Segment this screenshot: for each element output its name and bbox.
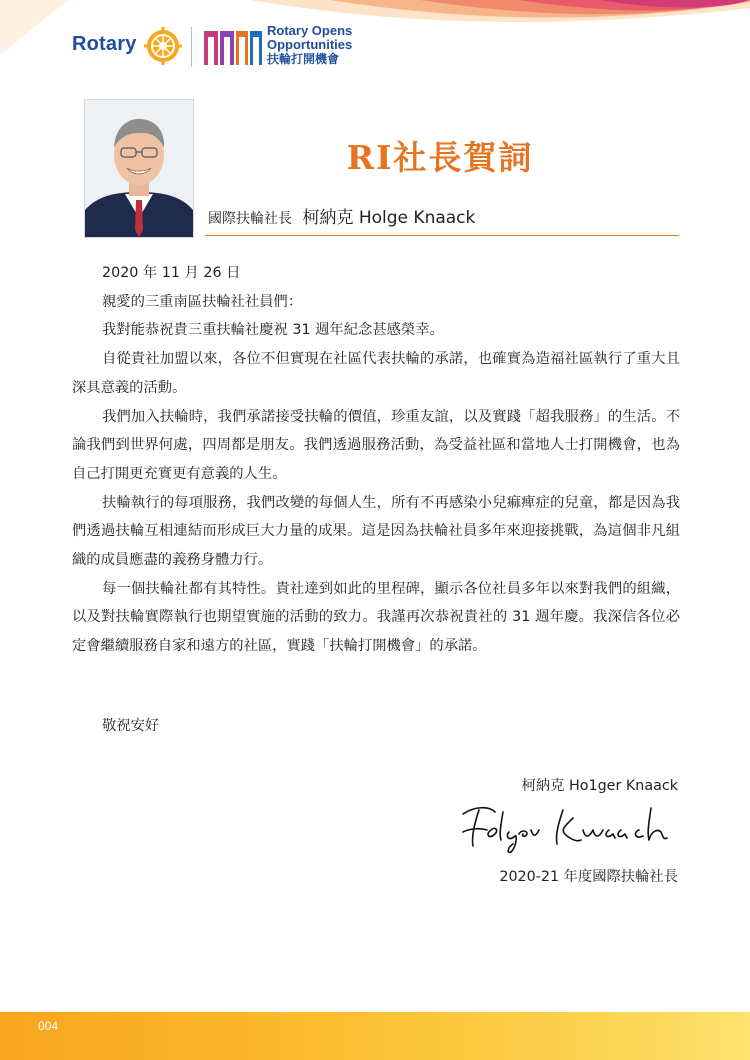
tagline-line-1: Rotary Opens: [267, 23, 353, 38]
page-title: RI社長賀詞: [346, 138, 534, 177]
letter-date: 2020 年 11 月 26 日: [102, 265, 241, 281]
opportunity-doors-icon: [204, 27, 262, 67]
rotary-logo-text: Rotary: [72, 33, 137, 55]
letter-paragraph: 扶輪執行的每項服務，我們改變的每個人生，所有不再感染小兒痲痺症的兒童，都是因為我們透過扶輪互相連結而形成巨大力量的成果。這是因為扶輪社員多年來迎接挑戰，為這個非凡組織的成員應盡的義務身體力行。: [72, 494, 680, 569]
logo-divider: [191, 27, 192, 67]
logo-tagline: [267, 24, 352, 66]
page-number: 004: [38, 1019, 59, 1033]
letter-paragraph: 自從貴社加盟以來，各位不但實現在社區代表扶輪的承諾，也確實為造福社區執行了重大且深具意義的活動。: [72, 351, 680, 396]
letter-paragraph: 我們加入扶輪時，我們承諾接受扶輪的價值，珍重友誼，以及實踐「超我服務」的生活。不論我們到世界何處，四周都是朋友。我們透過服務活動，為受益社區和當地人士打開機會，也為自己打開更充實更有意義的人生。: [72, 408, 680, 482]
title-rule: [205, 235, 679, 236]
handwritten-signature: [455, 800, 680, 855]
rotary-wheel-icon: [143, 26, 183, 66]
subtitle-name: 柯納克 Holge Knaack: [302, 208, 476, 228]
subtitle: [208, 203, 475, 228]
subtitle-role: 國際扶輪社長: [208, 211, 292, 227]
letter-paragraph: 我對能恭祝貴三重扶輪社慶祝 31 週年紀念甚感榮幸。: [102, 322, 444, 339]
president-portrait: [84, 99, 194, 238]
letter-body: [72, 259, 680, 661]
tagline-line-2: Opportunities: [267, 37, 353, 52]
signature-name: 柯納克 Ho1ger Knaack: [521, 778, 678, 794]
letter-paragraph: 每一個扶輪社都有其特性。貴社達到如此的里程碑，顯示各位社員多年以來對我們的組織，以及對扶輪實際執行也期望實施的活動的致力。我謹再次恭祝貴社的 31 週年慶。我深信各位必定會繼續服務自家和遠方的社區，實踐「扶輪打開機會」的承諾。: [72, 580, 680, 655]
letter-greeting: 親愛的三重南區扶輪社社員們：: [102, 293, 303, 310]
footer-bar: [0, 1012, 750, 1060]
tagline-chinese: 扶輪打開機會: [267, 52, 340, 66]
signature-role: 2020-21 年度國際扶輪社長: [499, 869, 678, 885]
letter-closing: 敬祝安好: [102, 718, 160, 734]
